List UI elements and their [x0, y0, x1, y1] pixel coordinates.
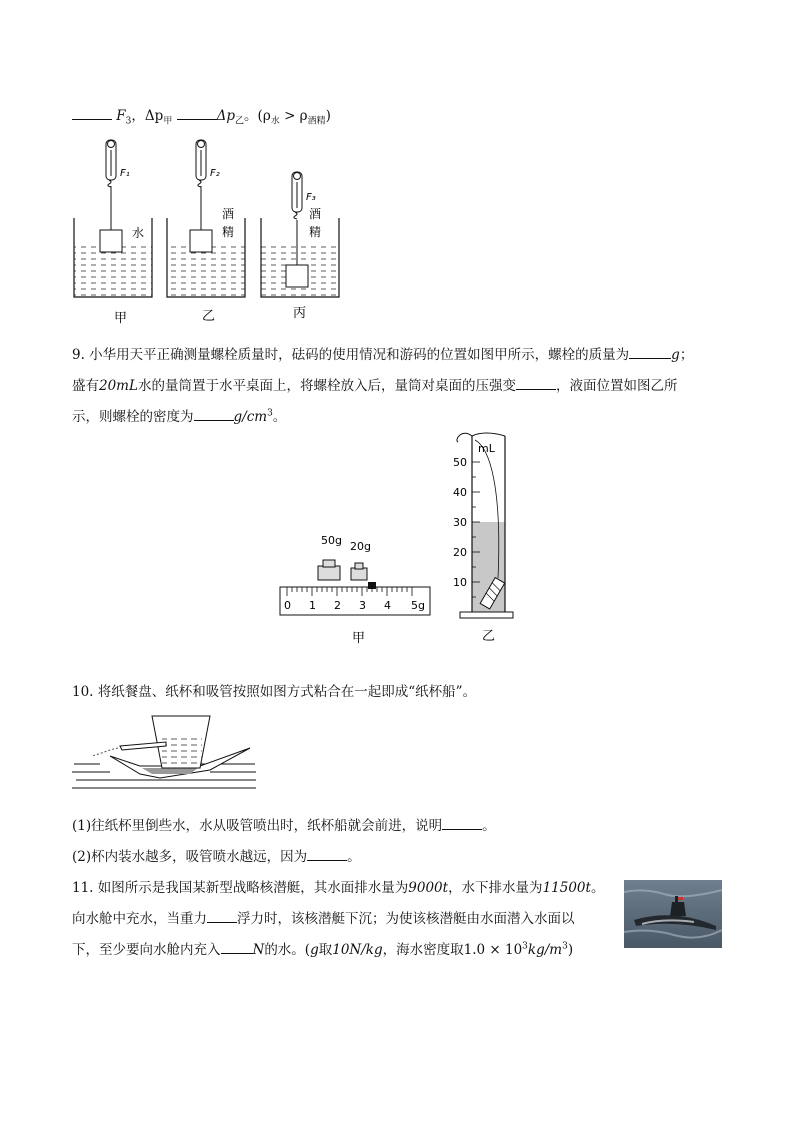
tick-label: 3 [359, 599, 366, 612]
text: 。 [347, 849, 361, 865]
text: ，水下排水量为 [448, 880, 543, 896]
value: 10N/kg [332, 942, 383, 958]
text: 的水。( [264, 942, 311, 958]
q11-line-3 [72, 938, 573, 958]
beaker-water [74, 140, 152, 297]
answer-blank [177, 106, 217, 120]
tick-label: 50 [453, 456, 467, 469]
text: 9. 小华用天平正确测量螺栓质量时，砝码的使用情况和游码的位置如图甲所示，螺栓的质量为 [72, 347, 630, 363]
water-jet [92, 748, 118, 756]
text: 向水舱中充水，当重力 [72, 911, 207, 927]
weight-50g-label: 50g [321, 534, 342, 547]
q8-figure [60, 130, 360, 330]
symbol: g [310, 942, 319, 958]
unit-label: mL [478, 442, 495, 455]
answer-blank [207, 909, 237, 923]
answer-blank [194, 407, 234, 421]
answer-blank [516, 376, 556, 390]
caption-jia: 甲 [114, 311, 128, 326]
q11-line-2 [72, 907, 575, 927]
caption-bing: 丙 [293, 306, 307, 321]
alcohol-label-1: 酒 [309, 207, 322, 221]
tick-label: 0 [284, 599, 291, 612]
f2-label: F₂ [210, 168, 220, 179]
subscript: 乙 [235, 116, 245, 127]
unit: g [671, 347, 680, 363]
value: 20mL [99, 378, 138, 394]
force-symbol: F [116, 108, 126, 124]
text: (1)往纸杯里倒些水，水从吸管喷出时，纸杯船就会前进，说明 [72, 818, 443, 834]
text: 。 [482, 818, 496, 834]
caption-jia: 甲 [352, 631, 366, 646]
beaker-alcohol [167, 140, 245, 297]
tick-label: 1 [309, 599, 316, 612]
tick-label: 30 [453, 516, 467, 529]
text: 浮力时，该核潜艇下沉；为使该核潜艇由水面潜入水面以 [237, 911, 575, 927]
beaker-alcohol-submerged [261, 172, 339, 297]
unit: kg/m [527, 942, 563, 958]
tick-label: 10 [453, 576, 467, 589]
superscript: 3 [522, 941, 528, 952]
subscript: 水 [270, 116, 280, 127]
superscript: 3 [267, 408, 273, 419]
text: ) [325, 108, 331, 124]
weight-20g-label: 20g [350, 540, 371, 553]
superscript: 3 [562, 941, 568, 952]
f1-label: F₁ [120, 168, 130, 179]
force-subscript: 3 [125, 116, 132, 127]
text: ，Δp [131, 108, 164, 124]
text: 。 [590, 880, 605, 896]
text: ，液面位置如图乙所 [555, 378, 678, 394]
q9-line-2 [72, 374, 677, 394]
text: 。 [272, 409, 287, 425]
submarine-photo [624, 880, 722, 948]
text: 。(ρ [244, 108, 271, 124]
caption-yi: 乙 [202, 309, 216, 324]
tick-label: 5g [411, 599, 425, 612]
text: 盛有 [72, 378, 99, 394]
q10-part-2 [72, 845, 361, 865]
scale-bar [280, 582, 430, 615]
text: > ρ [279, 108, 308, 124]
q8-tail-line [72, 104, 331, 127]
alcohol-label-2: 精 [309, 225, 322, 239]
q9-figure-cylinder [440, 428, 520, 648]
text: 取 [318, 942, 333, 958]
answer-blank [442, 816, 482, 830]
q9-figure-balance [275, 530, 440, 650]
q10-intro [72, 680, 476, 700]
unit: g/cm [233, 409, 268, 425]
text: ) [567, 942, 574, 958]
weight-20g [350, 540, 371, 580]
text: (2)杯内装水越多，吸管喷水越远，因为 [72, 849, 308, 865]
text: 10. 将纸餐盘、纸杯和吸管按照如图方式粘合在一起即成“纸杯船”。 [72, 684, 477, 700]
tick-label: 20 [453, 546, 467, 559]
answer-blank [72, 106, 112, 120]
answer-blank [629, 345, 671, 359]
q11-line-1 [72, 876, 604, 896]
q10-part-1 [72, 814, 496, 834]
value: 9000t [408, 880, 449, 896]
caption-yi: 乙 [482, 629, 496, 644]
text: 示，则螺栓的密度为 [72, 409, 194, 425]
q10-figure-paper-boat [70, 712, 260, 794]
tick-label: 2 [334, 599, 341, 612]
q9-line-3 [72, 405, 286, 425]
subscript: 酒精 [307, 116, 326, 127]
q9-line-1 [72, 343, 693, 363]
weight-50g [318, 534, 342, 580]
alcohol-label-1: 酒 [222, 207, 235, 221]
tick-label: 40 [453, 486, 467, 499]
f3-label: F₃ [306, 192, 316, 203]
value: 1.0 × 10 [463, 942, 523, 958]
tick-label: 4 [384, 599, 391, 612]
unit: N [252, 942, 265, 958]
text: ，海水密度取 [382, 942, 464, 958]
text: 下，至少要向水舱内充入 [72, 942, 221, 958]
answer-blank [221, 940, 253, 954]
cylinder-base [460, 612, 513, 618]
water-label: 水 [132, 226, 145, 240]
text: 11. 如图所示是我国某新型战略核潜艇，其水面排水量为 [72, 880, 409, 896]
alcohol-label-2: 精 [222, 225, 235, 239]
text: 水的量筒置于水平桌面上，将螺栓放入后，量筒对桌面的压强变 [137, 378, 516, 394]
subscript: 甲 [163, 116, 173, 127]
answer-blank [307, 847, 347, 861]
text: ； [679, 347, 694, 363]
submarine-sail [670, 902, 686, 916]
value: 11500t [542, 880, 591, 896]
text: Δp [216, 108, 236, 124]
